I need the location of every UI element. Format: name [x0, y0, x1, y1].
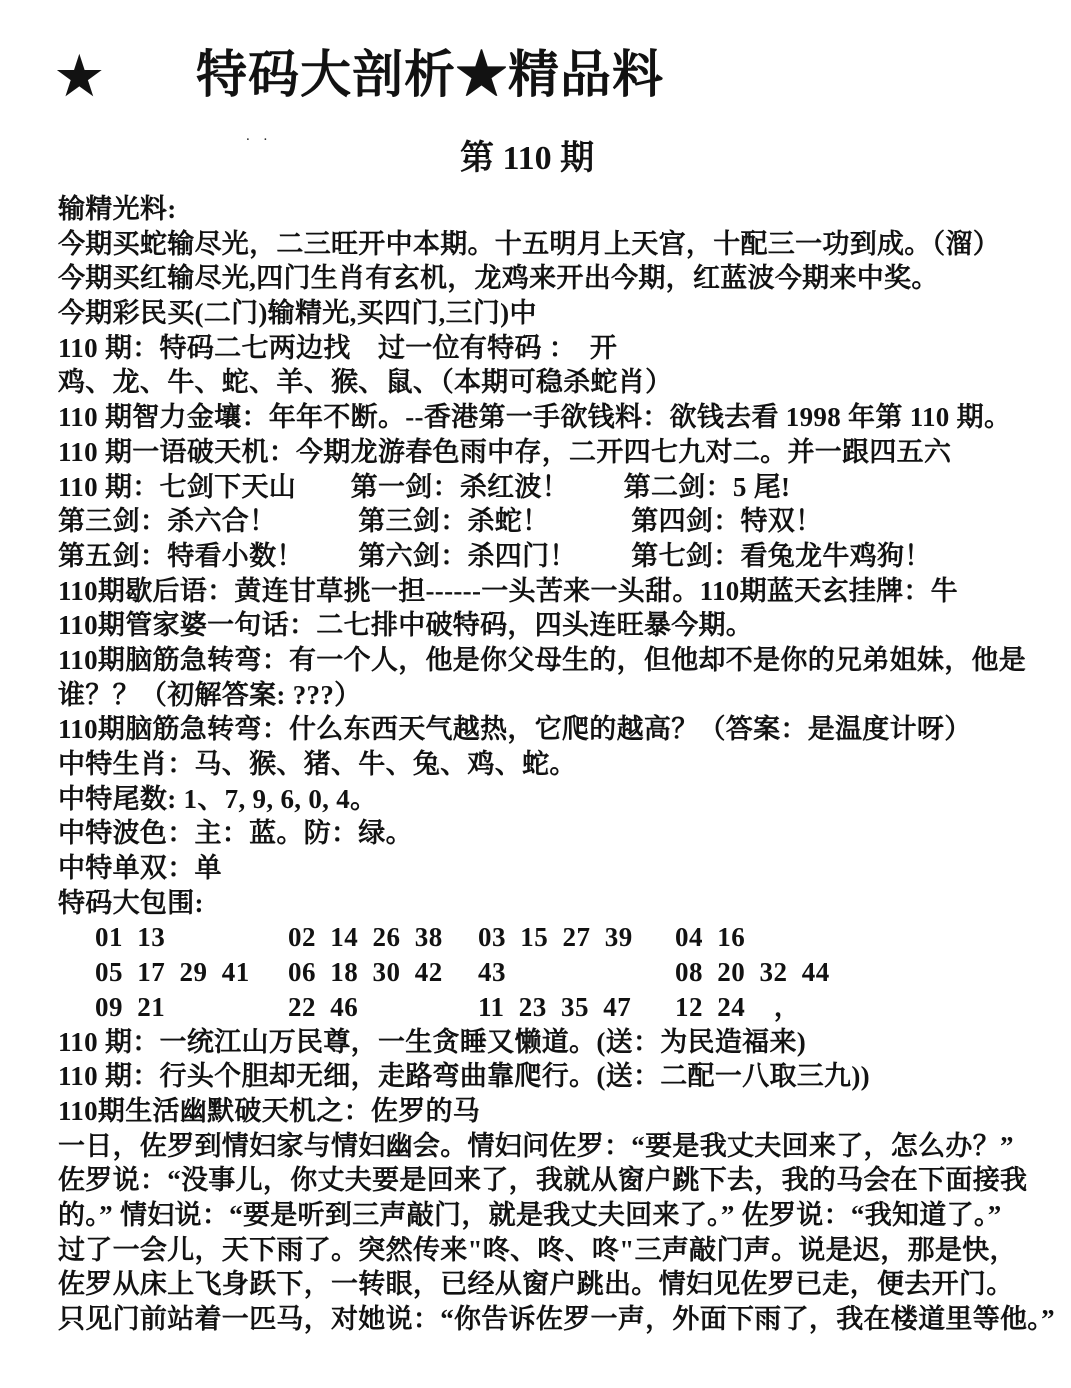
- text-line: 中特波色：主：蓝。防：绿。: [58, 818, 413, 849]
- text-line: 中特单双：单: [58, 853, 222, 884]
- page-title: 特码大剖析★精品料: [196, 48, 665, 104]
- text-line: 110期生活幽默破天机之：佐罗的马: [58, 1095, 481, 1126]
- text-line: 110期歇后语：黄连甘草挑一担------一头苦来一头甜。110期蓝天玄挂牌：牛: [58, 575, 958, 606]
- issue-number: 第 110 期: [460, 140, 595, 177]
- text-line: 今期买红输尽光,四门生肖有玄机，龙鸡来开出今期，红蓝波今期来中奖。: [58, 263, 939, 294]
- text-line: 今期买蛇输尽光，二三旺开中本期。十五明月上天宫，十配三一功到成。（溜）: [58, 228, 1000, 259]
- text-line: 110期管家婆一句话：二七排中破特码，四头连旺暴今期。: [58, 610, 754, 641]
- number-row: [58, 990, 1033, 1025]
- text-line: 110 期一语破天机：今期龙游春色雨中存，二开四七九对二。并一跟四五六: [58, 436, 952, 467]
- number-group: 43: [478, 957, 506, 988]
- text-line: 今期彩民买(二门)输精光,买四门,三门)中: [58, 298, 537, 329]
- text-line: 110 期智力金壤：年年不断。--香港第一手欲钱料：欲钱去看 1998 年第 110 期。: [58, 402, 1012, 433]
- text-line: 110 期：七剑下天山 第一剑：杀红波！ 第二剑：5 尾!: [58, 471, 791, 502]
- number-group: 06 18 30 42: [288, 957, 443, 988]
- text-line: 110 期：一统江山万民尊，一生贪睡又懒道。(送：为民造福来): [58, 1026, 807, 1057]
- text-line: 谁？？（初解答案: ???）: [58, 679, 362, 710]
- number-group: 05 17 29 41: [95, 957, 250, 988]
- intro-label: 输精光料:: [58, 194, 177, 224]
- section-label-number-wrap: 特码大包围:: [58, 887, 204, 918]
- text-line: 过了一会儿，天下雨了。突然传来"咚、咚、咚"三声敲门声。说是迟，那是快，: [58, 1234, 1017, 1265]
- number-row: [58, 920, 1033, 955]
- dots-mark: . .: [246, 128, 273, 144]
- text-line: 的。” 情妇说：“要是听到三声敲门，就是我丈夫回来了。” 佐罗说：“我知道了。”: [58, 1199, 1002, 1230]
- text-line: 第五剑：特看小数！ 第六剑：杀四门！ 第七剑：看兔龙牛鸡狗！: [58, 540, 932, 571]
- number-group: 03 15 27 39: [478, 922, 633, 953]
- text-line: 佐罗说：“没事儿，你丈夫要是回来了，我就从窗户跳下去，我的马会在下面接我: [58, 1165, 1028, 1196]
- text-line: 一日，佐罗到情妇家与情妇幽会。情妇问佐罗：“要是我丈夫回来了，怎么办？”: [58, 1130, 1014, 1161]
- text-line: 110期脑筋急转弯：什么东西天气越热，它爬的越高？（答案：是温度计呀）: [58, 714, 972, 745]
- text-line: 110期脑筋急转弯：有一个人，他是你父母生的，但他却不是你的兄弟姐妹，他是: [58, 644, 1027, 675]
- text-line: 中特尾数: 1、7, 9, 6, 0, 4。: [58, 783, 378, 814]
- document-body: [58, 192, 1055, 1337]
- number-group: 08 20 32 44: [675, 957, 830, 988]
- number-group: 09 21: [95, 991, 166, 1022]
- text-line: 佐罗从床上飞身跃下，一转眼，已经从窗户跳出。情妇见佐罗已走，便去开门。: [58, 1269, 1014, 1300]
- number-group: 01 13: [95, 922, 166, 953]
- text-line: 鸡、龙、牛、蛇、羊、猴、鼠、（本期可稳杀蛇肖）: [58, 367, 673, 398]
- number-row: [58, 955, 1033, 990]
- number-group: 22 46: [288, 991, 359, 1022]
- number-group: 02 14 26 38: [288, 922, 443, 953]
- star-icon: ★: [56, 49, 103, 106]
- number-group: 11 23 35 47: [478, 991, 632, 1022]
- number-group: 04 16: [675, 922, 746, 953]
- text-line: 中特生肖：马、猴、猪、牛、兔、鸡、蛇。: [58, 749, 577, 779]
- text-line: 110 期：行头个胆却无细，走路弯曲靠爬行。(送：二配一八取三九)): [58, 1061, 870, 1092]
- text-line: 110 期：特码二七两边找 过一位有特码 ： 开: [58, 332, 618, 363]
- text-line: 第三剑：杀六合！ 第三剑：杀蛇！ 第四剑：特双！: [58, 506, 823, 537]
- number-group: 12 24 ，: [675, 991, 802, 1022]
- text-line: 只见门前站着一匹马，对她说：“你告诉佐罗一声，外面下雨了，我在楼道里等他。”: [58, 1304, 1055, 1334]
